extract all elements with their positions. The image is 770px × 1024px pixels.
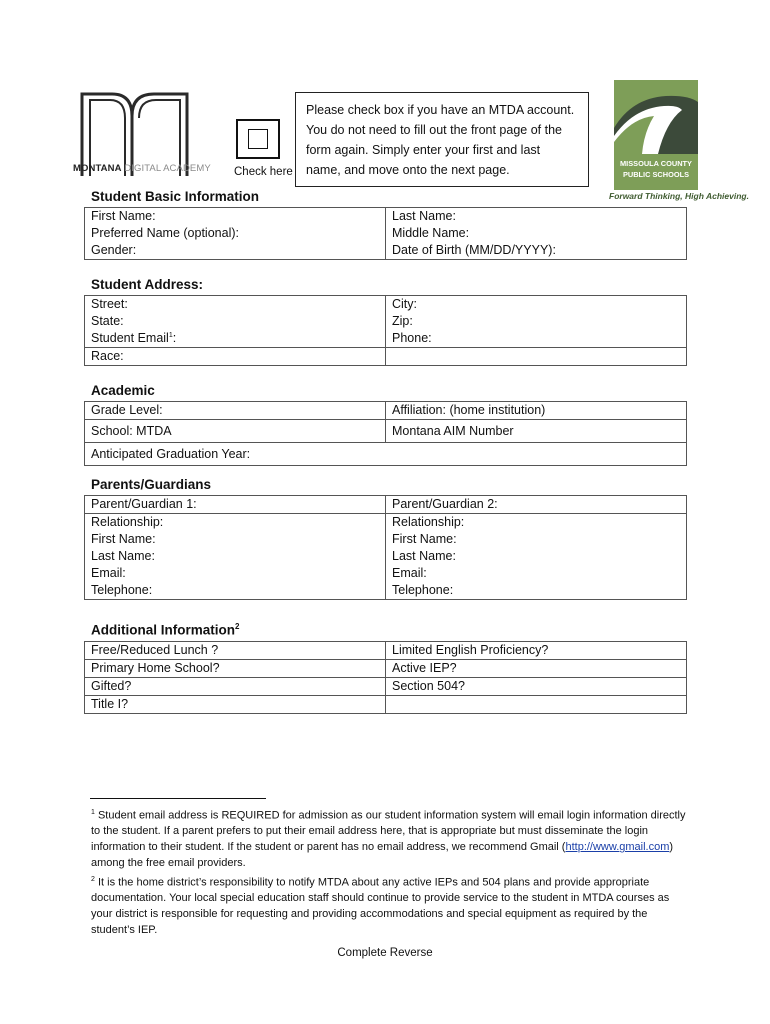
date-of-birth-field[interactable]: Date of Birth (MM/DD/YYYY):: [386, 242, 687, 260]
footnote-2-text: It is the home district’s responsibility to notify MTDA about any active IEPs and 504 plans and provide appropriate documentation. Your local special education staff should continue to provide service to the student in MTDA courses as your district is responsible for requesting and providing accommodations and special equipment as required by the student’s IEP.: [91, 876, 670, 936]
grade-level-field[interactable]: Grade Level:: [85, 402, 386, 420]
complete-reverse-note: Complete Reverse: [337, 947, 433, 959]
guardian-1-first-name-field[interactable]: First Name:: [85, 531, 386, 548]
section-title-address: Student Address:: [91, 277, 204, 292]
notice-line: You do not need to fill out the front page of the: [306, 123, 562, 137]
race-field[interactable]: Race:: [85, 348, 386, 366]
notice-line: name, and move onto the next page.: [306, 163, 510, 177]
guardian-1-email-field[interactable]: Email:: [85, 565, 386, 582]
checkbox-label: Check here: [234, 166, 293, 178]
footnote-1-mark: 1: [91, 809, 95, 816]
mcps-logo: [612, 80, 700, 190]
table-row: [85, 531, 687, 548]
school-field[interactable]: School: MTDA: [85, 420, 386, 443]
address-table: [84, 295, 687, 366]
guardian-2-first-name-field[interactable]: First Name:: [386, 531, 687, 548]
guardian-2-relationship-field[interactable]: Relationship:: [386, 514, 687, 532]
section-title-additional-info: [91, 622, 239, 638]
footnote-1: [91, 805, 691, 872]
footnote-1-text-b: ) among the free email providers.: [91, 841, 674, 870]
gifted-field[interactable]: Gifted?: [85, 678, 386, 696]
section-title-guardians: Parents/Guardians: [91, 477, 212, 492]
gender-field[interactable]: Gender:: [85, 242, 386, 260]
free-reduced-lunch-field[interactable]: Free/Reduced Lunch ?: [85, 642, 386, 660]
active-iep-field[interactable]: Active IEP?: [386, 660, 687, 678]
table-row: [85, 313, 687, 330]
guardian-1-telephone-field[interactable]: Telephone:: [85, 582, 386, 600]
table-row: [85, 242, 687, 260]
table-row: [85, 208, 687, 226]
table-row: [85, 660, 687, 678]
gmail-link[interactable]: http://www.gmail.com: [565, 841, 670, 854]
guardian-2-email-field[interactable]: Email:: [386, 565, 687, 582]
section-title-academic: Academic: [91, 383, 155, 398]
table-row: [85, 582, 687, 600]
empty-cell: [386, 348, 687, 366]
table-row: [85, 696, 687, 714]
phone-field[interactable]: Phone:: [386, 330, 687, 348]
footnote-mark-1: 1: [168, 331, 173, 339]
montana-aim-number-field[interactable]: Montana AIM Number: [386, 420, 687, 443]
academic-table: [84, 401, 687, 466]
guardian-1-field[interactable]: Parent/Guardian 1:: [85, 496, 386, 514]
additional-info-title-text: Additional Information: [91, 622, 235, 638]
footnote-mark-2: 2: [235, 622, 240, 631]
mcps-tagline: Forward Thinking, High Achieving.: [609, 191, 749, 201]
guardians-table: [84, 495, 687, 600]
guardian-2-telephone-field[interactable]: Telephone:: [386, 582, 687, 600]
first-name-field[interactable]: First Name:: [85, 208, 386, 226]
table-row: [85, 402, 687, 420]
table-row: [85, 330, 687, 348]
footnote-2-mark: 2: [91, 875, 95, 883]
guardian-2-field[interactable]: Parent/Guardian 2:: [386, 496, 687, 514]
mcps-logo-line2: PUBLIC SCHOOLS: [622, 170, 690, 179]
table-row: [85, 296, 687, 314]
table-row: [85, 548, 687, 565]
anticipated-graduation-year-field[interactable]: Anticipated Graduation Year:: [85, 443, 687, 466]
state-field[interactable]: State:: [85, 313, 386, 330]
checkbox-inner-square: [248, 129, 268, 149]
mtda-account-notice: [295, 92, 589, 187]
affiliation-field[interactable]: Affiliation: (home institution): [386, 402, 687, 420]
footnotes: [91, 805, 691, 939]
section-title-basic-info: Student Basic Information: [91, 189, 260, 204]
table-row: [85, 348, 687, 366]
student-email-label: Student Email: [91, 331, 169, 345]
last-name-field[interactable]: Last Name:: [386, 208, 687, 226]
section-504-field[interactable]: Section 504?: [386, 678, 687, 696]
mtda-account-checkbox[interactable]: [236, 119, 280, 159]
empty-cell: [386, 696, 687, 714]
table-row: [85, 514, 687, 532]
guardian-1-last-name-field[interactable]: Last Name:: [85, 548, 386, 565]
footnote-1-text-a: Student email address is REQUIRED for admission as our student information system will email login information directly to the student. If a parent prefers to put their email address here, that is appropriate but must disseminate the login information to their student. If the student or parent has no email address, we recommend Gmail (: [91, 809, 686, 854]
student-email-field[interactable]: [85, 330, 386, 348]
footnote-divider: [90, 798, 266, 799]
street-field[interactable]: Street:: [85, 296, 386, 314]
preferred-name-field[interactable]: [85, 225, 386, 242]
preferred-name-label: Preferred Name (optional):: [91, 226, 239, 240]
city-field[interactable]: City:: [386, 296, 687, 314]
table-row: [85, 642, 687, 660]
limited-english-proficiency-field[interactable]: Limited English Proficiency?: [386, 642, 687, 660]
mtda-name-light: DIGITAL ACADEMY: [124, 163, 211, 174]
zip-field[interactable]: Zip:: [386, 313, 687, 330]
table-row: [85, 496, 687, 514]
footnote-2: [91, 872, 691, 939]
middle-name-field[interactable]: Middle Name:: [386, 225, 687, 242]
mtda-logo-text: [73, 163, 211, 174]
title-i-field[interactable]: Title I?: [85, 696, 386, 714]
table-row: [85, 443, 687, 466]
table-row: [85, 420, 687, 443]
student-email-colon: :: [172, 331, 177, 345]
guardian-1-relationship-field[interactable]: Relationship:: [85, 514, 386, 532]
notice-line: form again. Simply enter your first and last: [306, 143, 541, 157]
table-row: [85, 678, 687, 696]
table-row: [85, 565, 687, 582]
table-row: [85, 225, 687, 242]
mtda-name-bold: MONTANA: [73, 163, 122, 174]
notice-line: Please check box if you have an MTDA account.: [306, 103, 575, 117]
basic-info-table: [84, 207, 687, 260]
additional-info-table: [84, 641, 687, 714]
mcps-logo-line1: MISSOULA COUNTY: [620, 159, 692, 168]
primary-home-school-field[interactable]: Primary Home School?: [85, 660, 386, 678]
guardian-2-last-name-field[interactable]: Last Name:: [386, 548, 687, 565]
